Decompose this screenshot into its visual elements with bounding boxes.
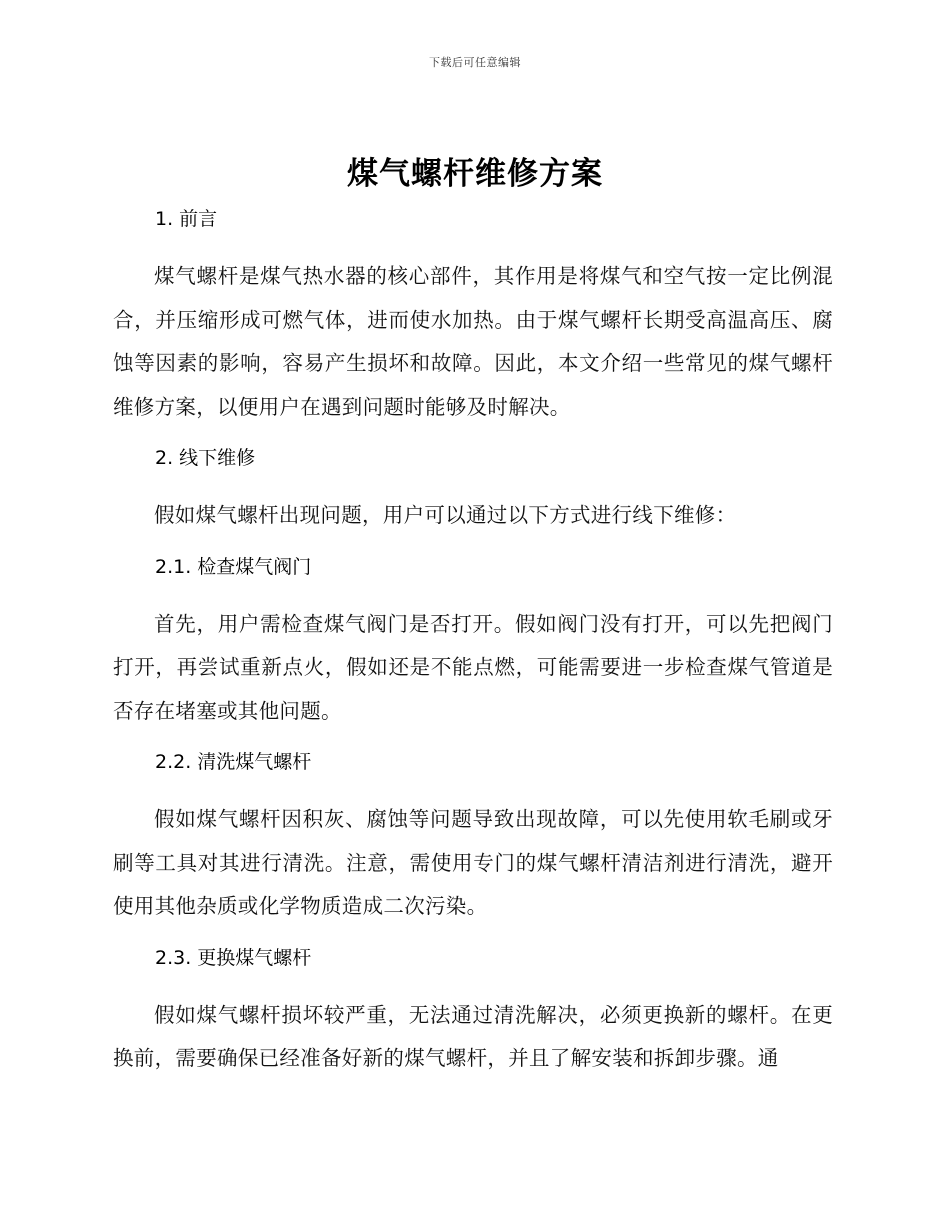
section-clean-screw — [113, 743, 833, 939]
section-heading: 2.1. 检查煤气阀门 — [155, 555, 312, 578]
section-replace-screw — [113, 939, 833, 1081]
section-heading: 2.3. 更换煤气螺杆 — [155, 946, 312, 969]
document-title: 煤气螺杆维修方案 — [347, 156, 603, 192]
section-heading: 2.2. 清洗煤气螺杆 — [155, 751, 312, 773]
section-offline-repair — [113, 439, 833, 548]
section-paragraph: 假如煤气螺杆出现问题，用户可以通过以下方式进行线下维修： — [154, 503, 737, 527]
document-body — [113, 200, 833, 1081]
header-note: 下载后可任意编辑 — [429, 56, 521, 69]
section-heading: 2. 线下维修 — [155, 447, 256, 469]
section-paragraph: 首先，用户需检查煤气阀门是否打开。假如阀门没有打开，可以先把阀门打开，再尝试重新点火，假如还是不能点燃，可能需要进一步检查煤气管道是否存在堵塞或其他问题。 — [113, 611, 833, 723]
section-check-valve — [113, 548, 833, 744]
section-introduction — [113, 200, 833, 439]
section-heading: 1. 前言 — [155, 208, 218, 230]
section-paragraph: 假如煤气螺杆因积灰、腐蚀等问题导致出现故障，可以先使用软毛刷或牙刷等工具对其进行清洗。注意，需使用专门的煤气螺杆清洁剂进行清洗，避开使用其他杂质或化学物质造成二次污染。 — [113, 807, 833, 918]
section-paragraph: 假如煤气螺杆损坏较严重，无法通过清洗解决，必须更换新的螺杆。在更换前，需要确保已经准备好新的煤气螺杆，并且了解安装和拆卸步骤。通 — [113, 1002, 833, 1070]
section-paragraph: 煤气螺杆是煤气热水器的核心部件，其作用是将煤气和空气按一定比例混合，并压缩形成可燃气体，进而使水加热。由于煤气螺杆长期受高温高压、腐蚀等因素的影响，容易产生损坏和故障。因此，本文介绍一些常见的煤气螺杆维修方案，以便用户在遇到问题时能够及时解决。 — [113, 264, 833, 419]
